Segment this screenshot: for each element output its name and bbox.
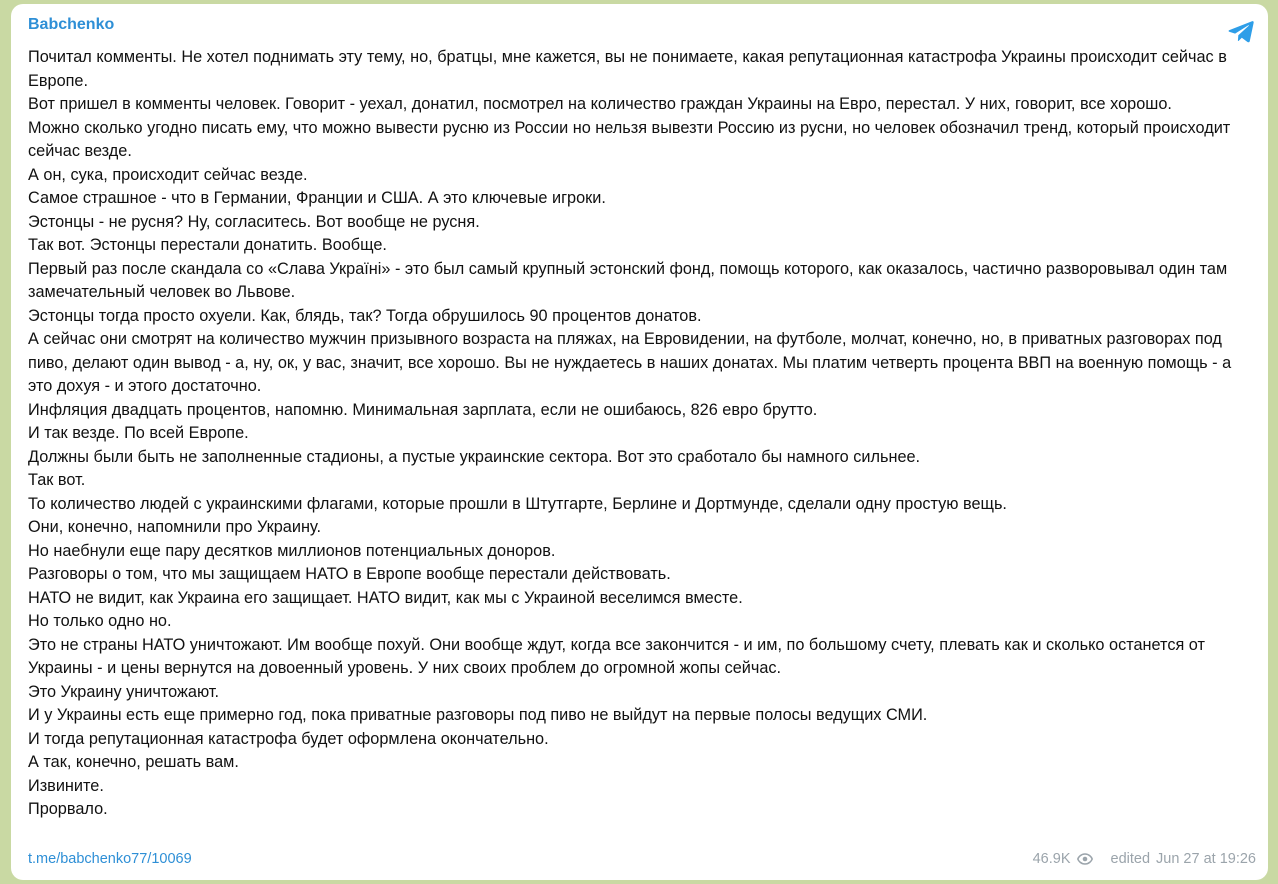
- message-paragraph: Должны были быть не заполненные стадионы, а пустые украинские сектора. Вот это сработало бы намного сильнее.: [28, 447, 921, 466]
- message-paragraph: Эстонцы тогда просто охуели. Как, блядь, так? Тогда обрушилось 90 процентов донатов.: [28, 306, 702, 325]
- message-paragraph: Но наебнули еще пару десятков миллионов потенциальных доноров.: [28, 541, 556, 560]
- message-paragraph: А сейчас они смотрят на количество мужчин призывного возраста на пляжах, на Евровидении, на футболе, молчат, конечно, но, в приватных разговорах под пиво, делают один вывод - а, ну, ок, у вас, значит, все хорошо. Вы не нуждаетесь в наших донатах. Мы платим четверть процента ВВП на военную помощь - а это дохуя - и этого достаточно.: [28, 330, 1232, 395]
- message-paragraph: И тогда репутационная катастрофа будет оформлена окончательно.: [28, 729, 549, 748]
- telegram-icon[interactable]: [1226, 16, 1256, 46]
- message-paragraph: Они, конечно, напомнили про Украину.: [28, 518, 321, 536]
- message-paragraph: А он, сука, происходит сейчас везде.: [28, 165, 308, 184]
- message-footer: [28, 851, 1256, 871]
- message-paragraph: Можно сколько угодно писать ему, что можно вывести русню из России но нельзя вывезти Россию из русни, но человек обозначил тренд, который происходит сейчас везде.: [28, 118, 1231, 160]
- edited-label: edited: [1110, 851, 1151, 867]
- view-count: 46.9K: [1032, 851, 1071, 867]
- channel-name[interactable]: Babchenko: [28, 16, 115, 33]
- message-paragraph: Это Украину уничтожают.: [28, 682, 219, 701]
- message-paragraph: Вот пришел в комменты человек. Говорит - уехал, донатил, посмотрел на количество граждан Украины на Евро, перестал. У них, говорит, все хорошо.: [28, 95, 1172, 113]
- message-paragraph: И у Украины есть еще примерно год, пока приватные разговоры под пиво не выйдут на первые полосы ведущих СМИ.: [28, 706, 928, 724]
- message-text: [28, 46, 1238, 822]
- message-paragraph: Но только одно но.: [28, 612, 172, 630]
- message-paragraph: Разговоры о том, что мы защищаем НАТО в Европе вообще перестали действовать.: [28, 565, 671, 583]
- message-paragraph: Так вот.: [28, 471, 86, 489]
- message-paragraph: Инфляция двадцать процентов, напомню. Минимальная зарплата, если не ошибаюсь, 826 евро брутто.: [28, 400, 818, 419]
- eye-icon: [1077, 853, 1093, 865]
- message-paragraph: Это не страны НАТО уничтожают. Им вообще похуй. Они вообще ждут, когда все закончится - и им, по большому счету, плевать как и сколько останется от Украины - и цены вернутся на довоенный уровень. У них своих проблем до огромной жопы сейчас.: [28, 635, 1205, 677]
- message-bubble: [11, 4, 1268, 880]
- message-meta: [1033, 851, 1256, 867]
- message-paragraph: И так везде. По всей Европе.: [28, 424, 249, 442]
- message-paragraph: Первый раз после скандала со «Слава Україні» - это был самый крупный эстонский фонд, помощь которого, как оказалось, частично разворовывал один там замечательный человек во Львове.: [28, 259, 1228, 301]
- message-paragraph: Извините.: [28, 776, 104, 795]
- message-paragraph: Прорвало.: [28, 800, 108, 818]
- message-date: Jun 27 at 19:26: [1156, 851, 1256, 867]
- message-paragraph: А так, конечно, решать вам.: [28, 753, 239, 771]
- message-paragraph: Так вот. Эстонцы перестали донатить. Вообще.: [28, 236, 387, 254]
- message-paragraph: Самое страшное - что в Германии, Франции и США. А это ключевые игроки.: [28, 189, 606, 207]
- message-paragraph: Почитал комменты. Не хотел поднимать эту тему, но, братцы, мне кажется, вы не понимаете, какая репутационная катастрофа Украины происходит сейчас в Европе.: [28, 48, 1227, 90]
- message-paragraph: Эстонцы - не русня? Ну, согласитесь. Вот вообще не русня.: [28, 212, 480, 231]
- message-paragraph: То количество людей с украинскими флагами, которые прошли в Штутгарте, Берлине и Дортмунде, сделали одну простую вещь.: [28, 494, 1007, 513]
- post-link[interactable]: t.me/babchenko77/10069: [28, 851, 192, 867]
- message-paragraph: НАТО не видит, как Украина его защищает. НАТО видит, как мы с Украиной веселимся вместе.: [28, 588, 743, 607]
